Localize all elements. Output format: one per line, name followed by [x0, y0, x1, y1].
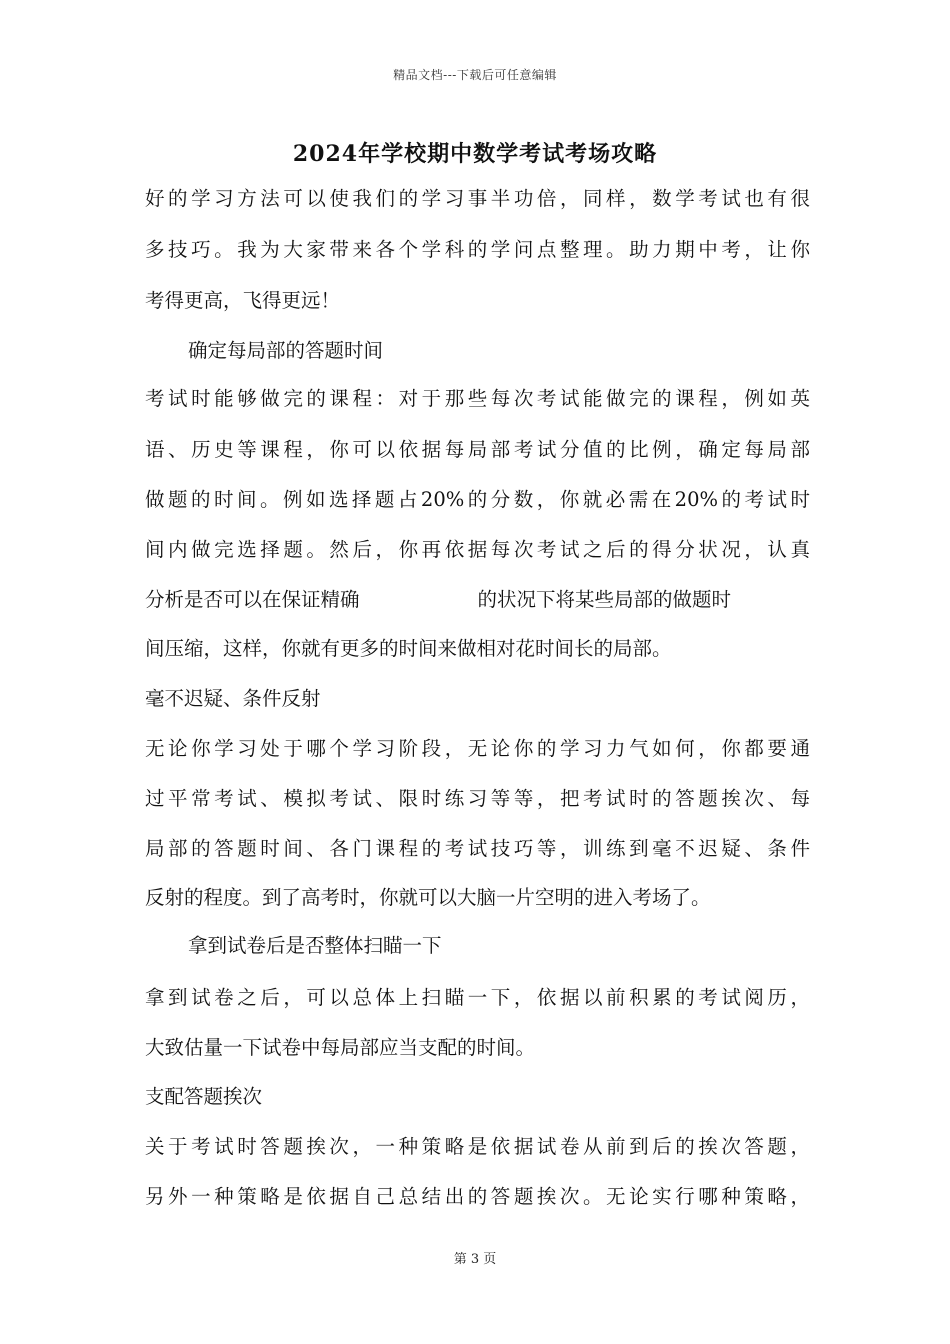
paragraph-line: 无论你学习处于哪个学习阶段，无论你的学习力气如何，你都要通: [145, 737, 810, 760]
document-title: 2024年学校期中数学考试考场攻略: [292, 141, 658, 167]
paragraph-line: 考得更高，飞得更远！: [145, 289, 341, 312]
page-number: 第 3 页: [453, 1252, 497, 1267]
paragraph-line: 反射的程度。到了高考时，你就可以大脑一片空明的进入考场了。: [145, 886, 711, 909]
paragraph-line: 间压缩，这样，你就有更多的时间来做相对花时间长的局部。: [145, 637, 672, 660]
paragraph-line: 局部的答题时间、各门课程的考试技巧等，训练到毫不迟疑、条件: [145, 837, 810, 860]
paragraph-line: [145, 585, 810, 615]
section-heading: 确定每局部的答题时间: [188, 339, 384, 362]
paragraph-line: 过平常考试、模拟考试、限时练习等等，把考试时的答题挨次、每: [145, 787, 810, 810]
header-note: 精品文档---下载后可任意编辑: [393, 68, 557, 82]
paragraph-line-part: 的状况下将某些局部的做题时: [477, 588, 732, 611]
paragraph-line: 好的学习方法可以使我们的学习事半功倍，同样，数学考试也有很: [145, 187, 810, 210]
paragraph-line: 另外一种策略是依据自己总结出的答题挨次。无论实行哪种策略，: [145, 1185, 810, 1208]
section-heading: 拿到试卷后是否整体扫瞄一下: [188, 934, 442, 957]
paragraph-line: 考试时能够做完的课程：对于那些每次考试能做完的课程，例如英: [145, 387, 810, 410]
paragraph-line: 大致估量一下试卷中每局部应当支配的时间。: [145, 1036, 536, 1059]
paragraph-line: 间内做完选择题。然后，你再依据每次考试之后的得分状况，认真: [145, 538, 810, 561]
paragraph-line: 拿到试卷之后，可以总体上扫瞄一下，依据以前积累的考试阅历，: [145, 986, 810, 1009]
section-heading: 毫不迟疑、条件反射: [145, 687, 321, 710]
paragraph-line-part: 分析是否可以在保证精确: [145, 588, 360, 611]
paragraph-line: 多技巧。我为大家带来各个学科的学问点整理。助力期中考，让你: [145, 238, 810, 261]
paragraph-line: 语、历史等课程，你可以依据每局部考试分值的比例，确定每局部: [145, 438, 810, 461]
section-heading: 支配答题挨次: [145, 1085, 263, 1108]
paragraph-line: 做题的时间。例如选择题占20%的分数，你就必需在20%的考试时: [145, 488, 810, 511]
paragraph-line: 关于考试时答题挨次，一种策略是依据试卷从前到后的挨次答题，: [145, 1135, 810, 1158]
